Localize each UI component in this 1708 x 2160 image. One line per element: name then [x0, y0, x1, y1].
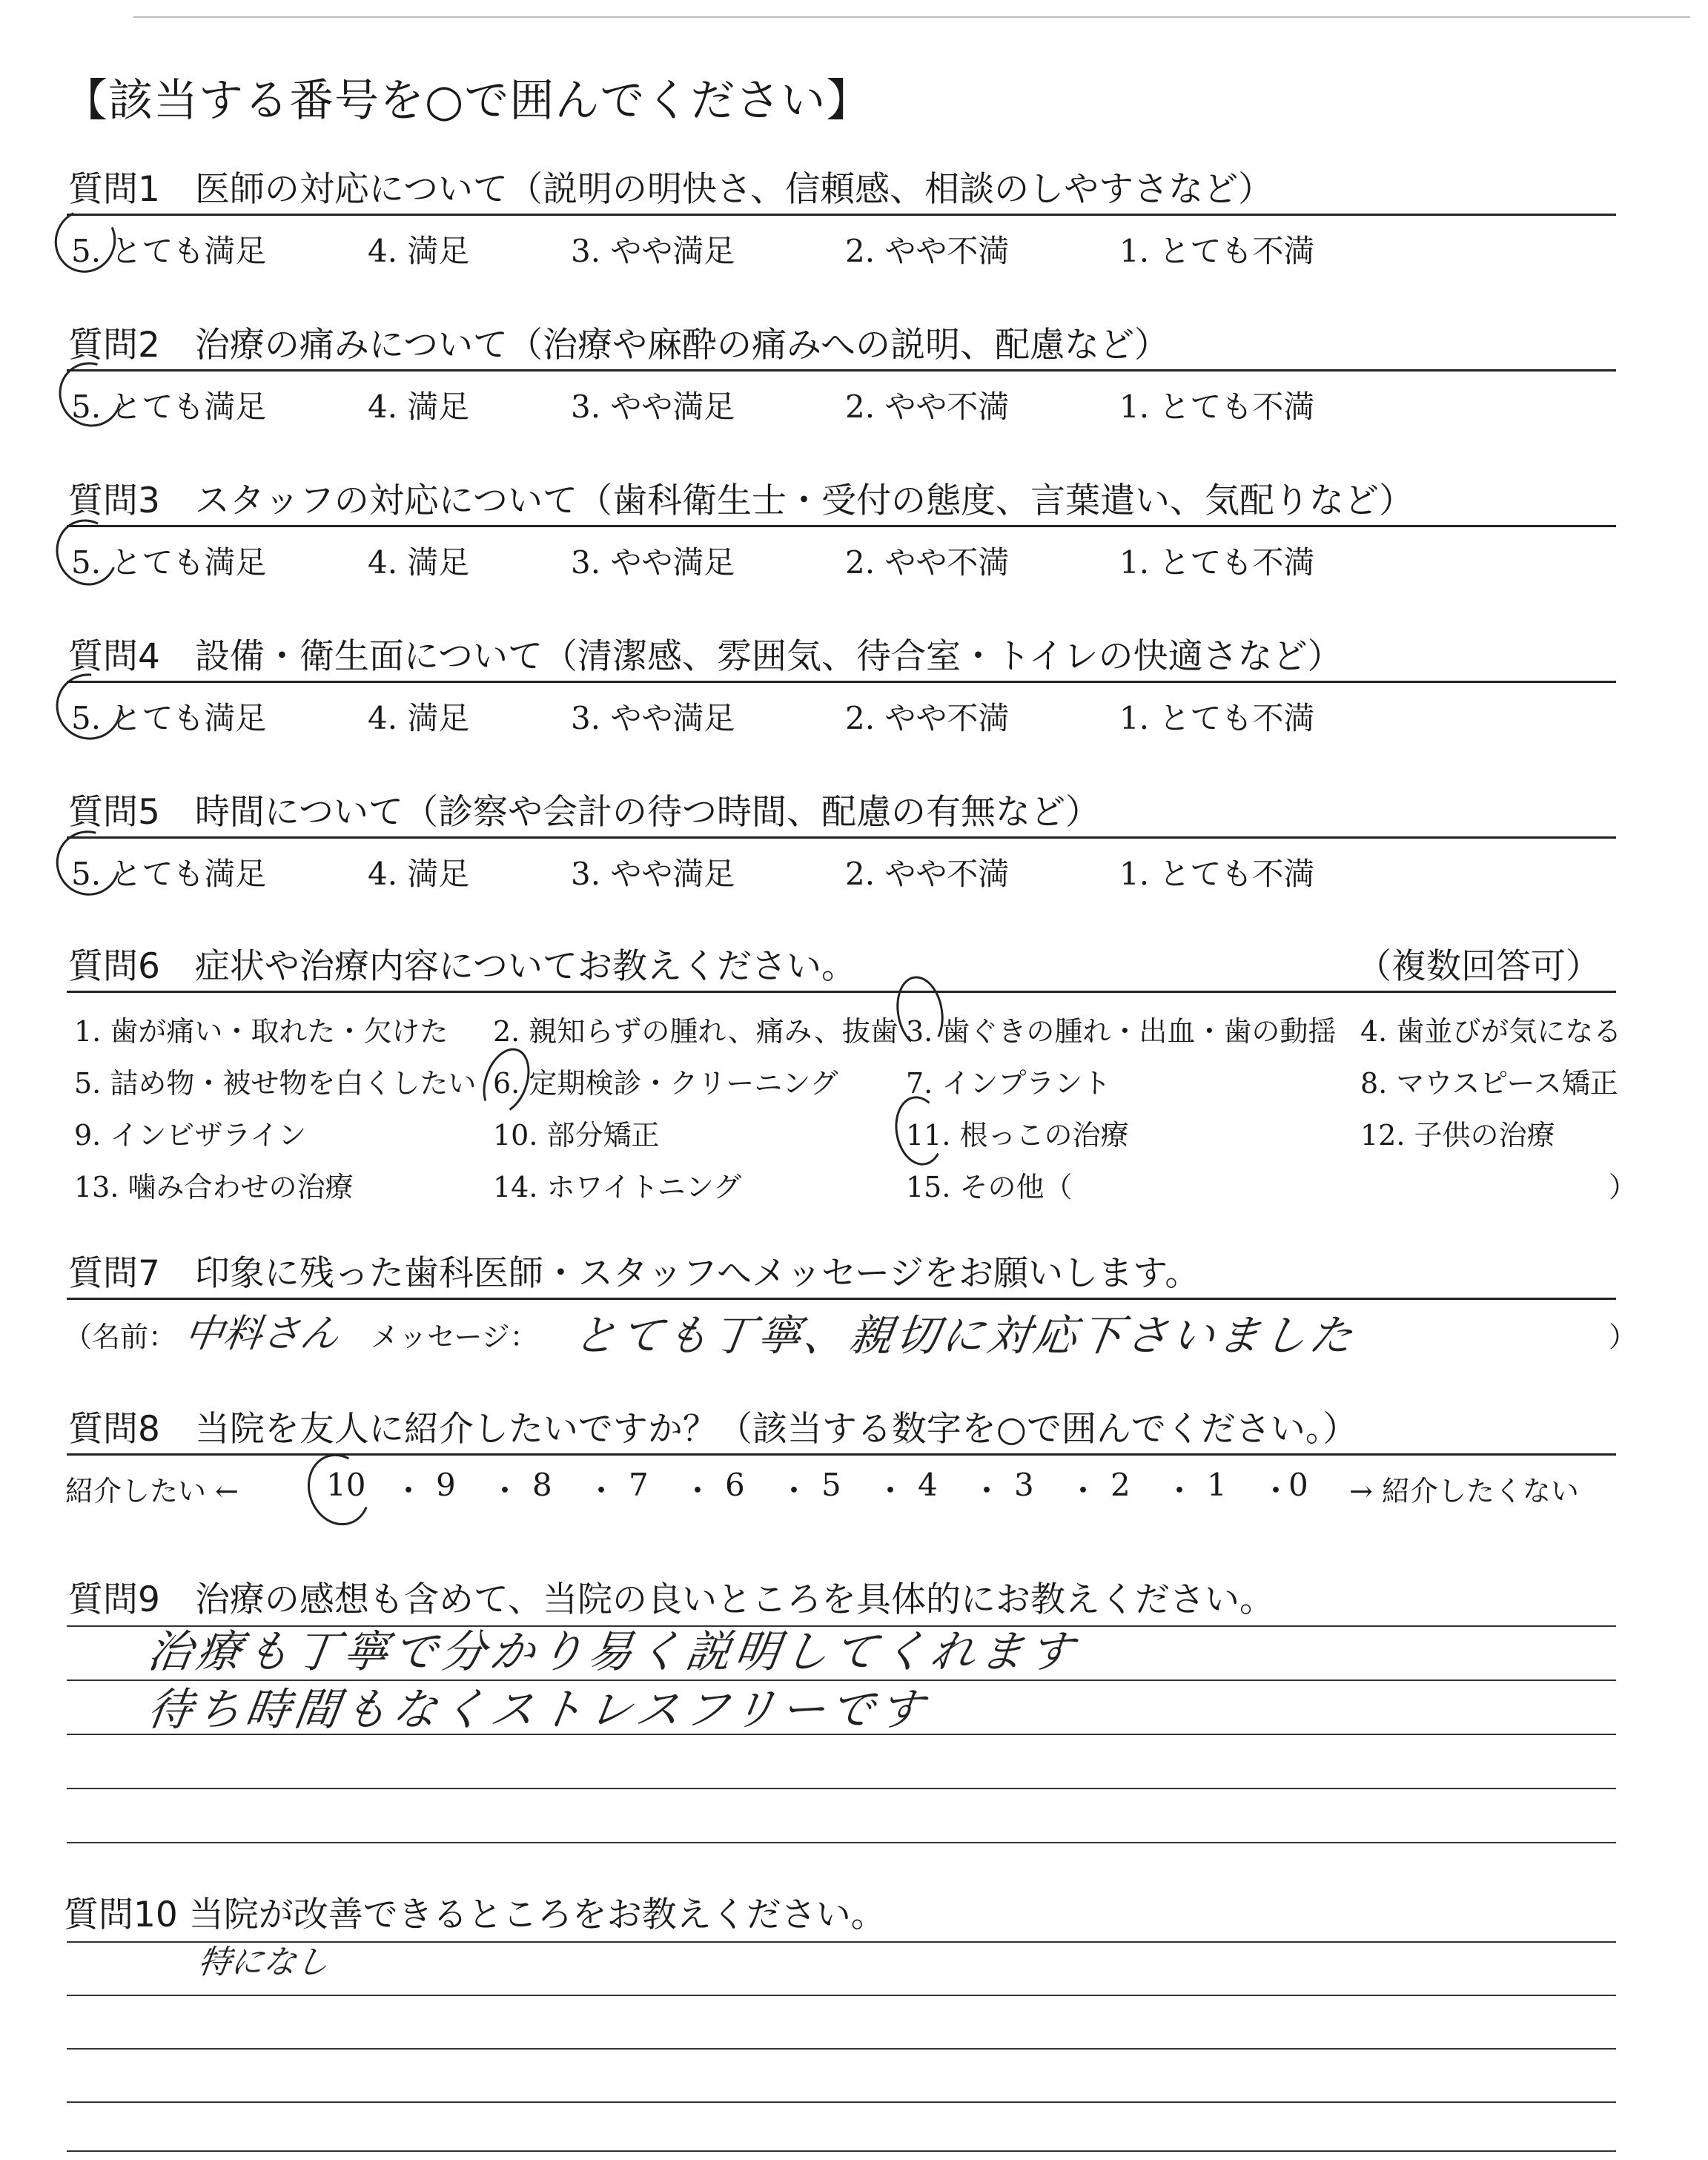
q9-heading: 質問9 治療の感想も含めて、当院の良いところを具体的にお教えください。 [68, 1579, 1274, 1620]
q7-rule [67, 1298, 1616, 1300]
q7-name-label: （名前： [64, 1321, 177, 1353]
q9-answer-line-1[interactable]: 治療も丁寧で分かり易く説明してくれます [144, 1626, 1082, 1678]
q6-item-7[interactable]: 7. インプラント [906, 1067, 1111, 1100]
q5-option-3[interactable]: 3. やや満足 [571, 856, 735, 892]
q2-option-5[interactable]: 5. とても満足 [71, 389, 267, 425]
q2-option-4[interactable]: 4. 満足 [368, 389, 470, 425]
q2-option-1[interactable]: 1. とても不満 [1119, 389, 1315, 425]
q8-heading: 質問8 当院を友人に紹介したいですか？（該当する数字を○で囲んでください。） [68, 1409, 1358, 1450]
q6-selection-circle-6 [474, 1042, 538, 1120]
q10-line-2 [67, 1995, 1616, 1996]
q8-scale-9[interactable]: 9 [436, 1467, 456, 1503]
q6-item-5[interactable]: 5. 詰め物・被せ物を白くしたい [74, 1067, 477, 1100]
q3-heading: 質問3 スタッフの対応について（歯科衛生士・受付の態度、言葉遣い、気配りなど） [68, 480, 1414, 521]
q4-option-3[interactable]: 3. やや満足 [571, 700, 735, 736]
q8-scale-8[interactable]: 8 [532, 1467, 552, 1503]
q4-option-1[interactable]: 1. とても不満 [1119, 700, 1315, 736]
q8-scale-4[interactable]: 4 [918, 1467, 938, 1503]
q8-dot: ・ [489, 1473, 521, 1509]
q10-heading: 質問10 当院が改善できるところをお教えください。 [64, 1895, 886, 1935]
q8-dot: ・ [1068, 1473, 1099, 1509]
q10-line-4 [67, 2101, 1616, 2103]
q8-selection-circle [298, 1445, 380, 1534]
q6-item-2[interactable]: 2. 親知らずの腫れ、痛み、抜歯 [493, 1015, 898, 1048]
q1-heading: 質問1 医師の対応について（説明の明快さ、信頼感、相談のしやすさなど） [68, 169, 1274, 210]
q3-option-5[interactable]: 5. とても満足 [71, 544, 267, 581]
q1-option-4[interactable]: 4. 満足 [368, 233, 470, 269]
q8-scale-3[interactable]: 3 [1014, 1467, 1034, 1503]
q6-item-6[interactable]: 6. 定期検診・クリーニング [493, 1067, 838, 1100]
q1-option-5[interactable]: 5. とても満足 [71, 233, 267, 269]
q6-item-14[interactable]: 14. ホワイトニング [493, 1171, 742, 1203]
q6-item-1[interactable]: 1. 歯が痛い・取れた・欠けた [74, 1015, 448, 1048]
q10-answer[interactable]: 特になし [195, 1943, 331, 1981]
q8-dot: ・ [971, 1473, 1003, 1509]
q5-option-2[interactable]: 2. やや不満 [845, 856, 1010, 892]
q7-name-value[interactable]: 中料さん [182, 1312, 342, 1356]
page-title: 【該当する番号を○で囲んでください】 [63, 75, 872, 127]
q3-option-2[interactable]: 2. やや不満 [845, 544, 1010, 581]
q8-scale-6[interactable]: 6 [725, 1467, 745, 1503]
q7-heading: 質問7 印象に残った歯科医師・スタッフへメッセージをお願いします。 [68, 1253, 1200, 1294]
q3-option-1[interactable]: 1. とても不満 [1119, 544, 1315, 581]
q8-dot: ・ [875, 1473, 907, 1509]
q1-rule [67, 214, 1616, 216]
q8-dot: ・ [393, 1473, 425, 1509]
q8-dot: ・ [778, 1473, 810, 1509]
q3-option-4[interactable]: 4. 満足 [368, 544, 470, 581]
q9-answer-line-2[interactable]: 待ち時間もなくストレスフリーです [144, 1684, 932, 1736]
q6-item-3[interactable]: 3. 歯ぐきの腫れ・出血・歯の動揺 [906, 1015, 1337, 1048]
q8-left-label: 紹介したい ← [65, 1475, 239, 1507]
q6-selection-circle-11 [890, 1092, 948, 1169]
q6-item-10[interactable]: 10. 部分矯正 [493, 1119, 660, 1152]
q5-option-4[interactable]: 4. 満足 [368, 856, 470, 892]
q7-close-paren: ） [1609, 1321, 1638, 1353]
q8-rule [67, 1453, 1616, 1456]
q6-item-11[interactable]: 11. 根っこの治療 [906, 1119, 1129, 1152]
q2-rule [67, 369, 1616, 371]
q4-heading: 質問4 設備・衛生面について（清潔感、雰囲気、待合室・トイレの快適さなど） [68, 636, 1343, 677]
q4-rule [67, 681, 1616, 683]
q6-item-13[interactable]: 13. 噛み合わせの治療 [74, 1171, 354, 1203]
q6-multiple-note: （複数回答可） [1357, 946, 1601, 987]
q6-item-12[interactable]: 12. 子供の治療 [1360, 1119, 1555, 1152]
q8-right-label: → 紹介したくない [1349, 1475, 1579, 1507]
q8-dot: ・ [586, 1473, 618, 1509]
scan-top-edge [133, 16, 1690, 18]
q4-option-4[interactable]: 4. 満足 [368, 700, 470, 736]
q8-scale-7[interactable]: 7 [629, 1467, 649, 1503]
q6-item-8[interactable]: 8. マウスピース矯正 [1360, 1067, 1618, 1100]
q3-option-3[interactable]: 3. やや満足 [571, 544, 735, 581]
q8-scale-5[interactable]: 5 [821, 1467, 841, 1503]
q8-scale-10[interactable]: 10 [326, 1467, 366, 1503]
q9-line-4 [67, 1788, 1616, 1789]
q9-line-5 [67, 1842, 1616, 1843]
q10-line-5 [67, 2150, 1616, 2152]
q8-dot: ・ [682, 1473, 714, 1509]
q6-rule [67, 991, 1616, 993]
q1-option-2[interactable]: 2. やや不満 [845, 233, 1010, 269]
q8-scale-0[interactable]: 0 [1288, 1467, 1308, 1503]
q7-message-value[interactable]: とても丁寧、親切に対応下さいました [570, 1310, 1360, 1361]
q6-item-4[interactable]: 4. 歯並びが気になる [1360, 1015, 1622, 1048]
q2-option-3[interactable]: 3. やや満足 [571, 389, 735, 425]
q1-option-3[interactable]: 3. やや満足 [571, 233, 735, 269]
q8-dot: ・ [1164, 1473, 1196, 1509]
q2-option-2[interactable]: 2. やや不満 [845, 389, 1010, 425]
q8-scale-1[interactable]: 1 [1207, 1467, 1227, 1503]
q8-dot: ・ [1260, 1473, 1292, 1509]
q5-option-1[interactable]: 1. とても不満 [1119, 856, 1315, 892]
q7-message-label: メッセージ： [371, 1321, 538, 1353]
q6-heading: 質問6 症状や治療内容についてお教えください。 [68, 946, 856, 987]
q10-line-3 [67, 2048, 1616, 2050]
q5-option-5[interactable]: 5. とても満足 [71, 856, 267, 892]
q2-heading: 質問2 治療の痛みについて（治療や麻酔の痛みへの説明、配慮など） [68, 325, 1170, 366]
q6-item-9[interactable]: 9. インビザライン [74, 1119, 307, 1152]
q8-scale-2[interactable]: 2 [1110, 1467, 1131, 1503]
q5-heading: 質問5 時間について（診察や会計の待つ時間、配慮の有無など） [68, 792, 1100, 833]
q4-option-2[interactable]: 2. やや不満 [845, 700, 1010, 736]
q6-item-15-close: ） [1609, 1171, 1638, 1203]
q4-option-5[interactable]: 5. とても満足 [71, 700, 267, 736]
q1-option-1[interactable]: 1. とても不満 [1119, 233, 1315, 269]
q6-item-15[interactable]: 15. その他（ [906, 1171, 1073, 1203]
q3-rule [67, 525, 1616, 527]
q5-rule [67, 836, 1616, 839]
